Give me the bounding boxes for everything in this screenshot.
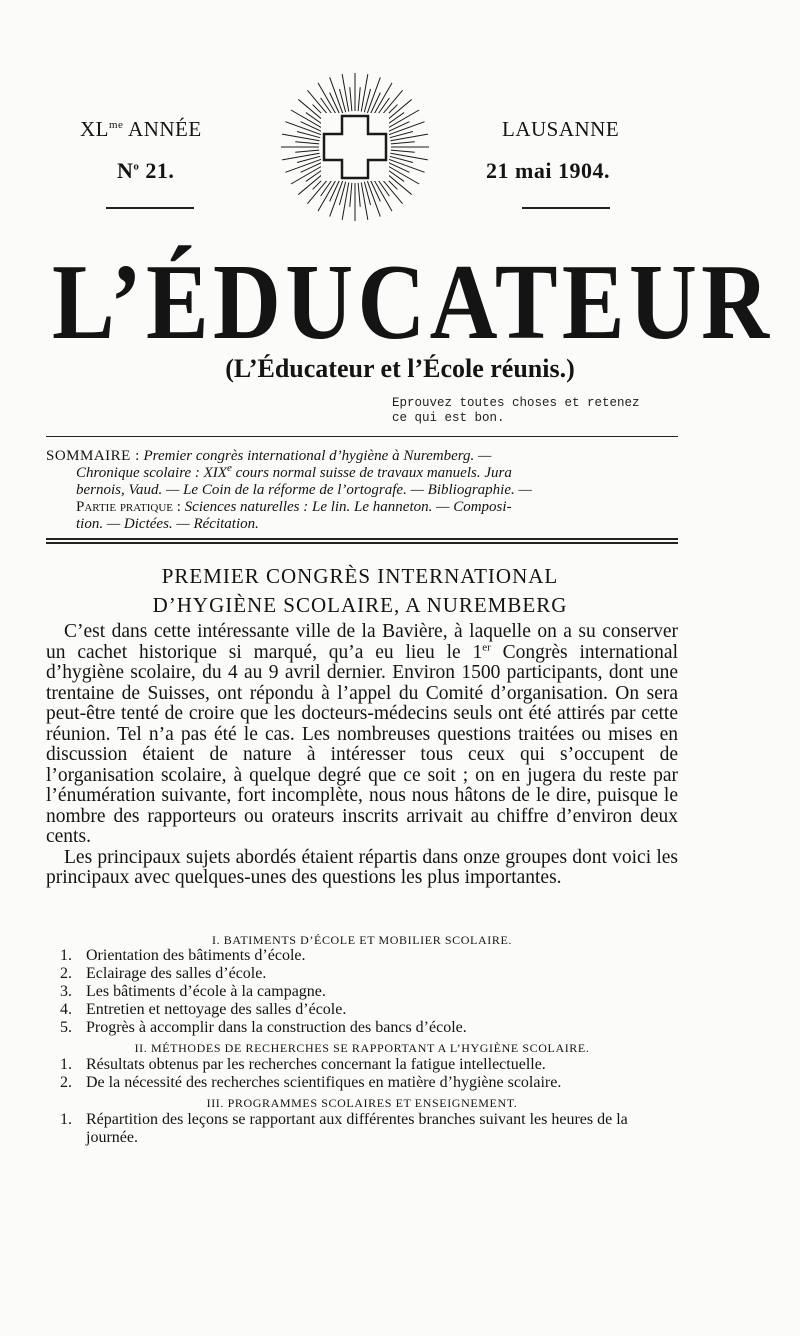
list-item: 2. De la nécessité des recherches scientifiques en matière d’hygiène scolaire. [60, 1074, 562, 1091]
list-item: 5. Progrès à accomplir dans la construction des bancs d’école. [60, 1019, 467, 1036]
motto-line: Eprouvez toutes choses et retenez [392, 396, 640, 410]
list-item: 2. Eclairage des salles d’école. [60, 965, 267, 982]
list-item: 1. Orientation des bâtiments d’école. [60, 947, 306, 964]
emblem-ray [386, 165, 419, 184]
emblem-ray [342, 74, 349, 111]
article-title-line: D’HYGIÈNE SCOLAIRE, A NUREMBERG [152, 593, 568, 617]
emblem-ray [391, 150, 415, 152]
motto [392, 396, 640, 426]
emblem-ray [361, 182, 368, 219]
issue-number: $N^o$ 21. [117, 158, 175, 183]
practical-label: Partie pratique : [76, 499, 181, 515]
emblem-ray [291, 165, 324, 184]
article-title [0, 562, 720, 620]
article-title-line: PREMIER CONGRÈS INTERNATIONAL [161, 564, 559, 588]
emblem-ray [390, 131, 413, 137]
emblem-ray [390, 156, 413, 162]
summary-top-rule [46, 436, 678, 437]
section-heading: II. MÉTHODES DE RECHERCHES SE RAPPORTANT A L’HYGIÈNE SCOLAIRE. [134, 1041, 590, 1055]
emblem-ray [282, 134, 319, 141]
table-of-contents: SOMMAIRE : Premier congrès international d’hygiène à Nuremberg. — Chronique scolaire : XIXe cours normal suisse de travaux manuels. Jura bernois, Vaud. — Le Coin de la réforme de l’ortografe. — Bibliographie. — Partie pratique : Sciences naturelles : Le lin. Le hanneton. — Composi- tion. — Dictées. — Récitation. [46, 448, 532, 532]
summary-line: tion. — Dictées. — Récitation. [76, 516, 259, 532]
section-list [60, 947, 678, 1037]
emblem-ray [318, 178, 337, 211]
emblem-ray [373, 178, 392, 211]
paragraph: Les principaux sujets abordés étaient répartis dans onze groupes dont voici les principaux avec quelques-unes des questions les plus importantes. [46, 846, 678, 888]
emblem-ray [364, 182, 370, 205]
publication-title: L’ÉDUCATEUR [52, 243, 774, 362]
emblem-ray [297, 131, 320, 137]
emblem-ray [364, 89, 370, 112]
emblem-ray [339, 89, 345, 112]
emblem-ray [350, 183, 352, 207]
emblem-ray [358, 183, 360, 207]
emblem-ray [391, 142, 415, 144]
article-body [46, 622, 678, 889]
emblem-ray [350, 87, 352, 111]
emblem-ray [361, 74, 368, 111]
emblem-ray [342, 182, 349, 219]
summary-line: Premier congrès international d’hygiène à Nuremberg. — [143, 448, 492, 464]
summary-line: bernois, Vaud. — Le Coin de la réforme de l’ortografe. — Bibliographie. — [76, 482, 532, 498]
section-list [60, 1056, 678, 1092]
city: LAUSANNE [502, 117, 620, 141]
section-heading: I. BATIMENTS D’ÉCOLE ET MOBILIER SCOLAIRE. [212, 933, 512, 947]
publication-subtitle: (L’Éducateur et l’École réunis.) [225, 354, 575, 383]
summary-label: SOMMAIRE : [46, 448, 140, 464]
emblem-ray [297, 156, 320, 162]
issue-date: 21 mai 1904. [486, 158, 610, 183]
volume-year: $XL^{me}$ ANNÉE [80, 117, 202, 141]
paragraph: C’est dans cette intéressante ville de la Bavière, à laquelle on a su conserver un cachet historique si marqué, qu’a eu lieu le 1er Congrès international d’hygiène scolaire, du 4 au 9 avril dernier. Environ 1500 participants, dont une trentaine de Suisses, ont répondu à l’appel du Comité d’organisation. On sera peut-être tenté de croire que les docteurs-médecins seuls ont été attirés par cette réunion. Tel n’a pas été le cas. Les nombreuses questions traitées ou mises en discussion étaient de nature à intéresser tous ceux qui s’occupent de l’organisation scolaire, à quelque degré que ce soit ; on en jugera du reste par l’énumération suivante, fort incomplète, nous nous hâtons de le dire, puisque le nombre des rapporteurs ou orateurs inscrits arrivait au chiffre d’environ deux cents. [46, 621, 679, 847]
list-item: 3. Les bâtiments d’école à la campagne. [60, 983, 326, 1000]
emblem-ray [339, 182, 345, 205]
emblem-ray [358, 87, 360, 111]
emblem-ray [295, 142, 319, 144]
section-list [60, 1111, 678, 1147]
swiss-cross-emblem [280, 72, 430, 222]
header-left-rule [106, 207, 194, 209]
divider-rule [46, 542, 678, 544]
header-right-rule [522, 207, 610, 209]
emblem-ray [318, 83, 337, 116]
emblem-ray [282, 153, 319, 160]
list-item: 1. Répartition des leçons se rapportant aux différentes branches suivant les heures de la journée. [60, 1111, 628, 1146]
emblem-ray [291, 110, 324, 129]
emblem-ray [386, 110, 419, 129]
emblem-ray [373, 83, 392, 116]
emblem-ray [295, 150, 319, 152]
emblem-ray [390, 134, 427, 141]
emblem-ray [390, 153, 427, 160]
section-heading: III. PROGRAMMES SCOLAIRES ET ENSEIGNEMENT. [206, 1096, 518, 1110]
list-item: 4. Entretien et nettoyage des salles d’école. [60, 1001, 347, 1018]
motto-line: ce qui est bon. [392, 411, 505, 425]
divider-rule [46, 538, 678, 540]
list-item: 1. Résultats obtenus par les recherches concernant la fatigue intellectuelle. [60, 1056, 546, 1073]
